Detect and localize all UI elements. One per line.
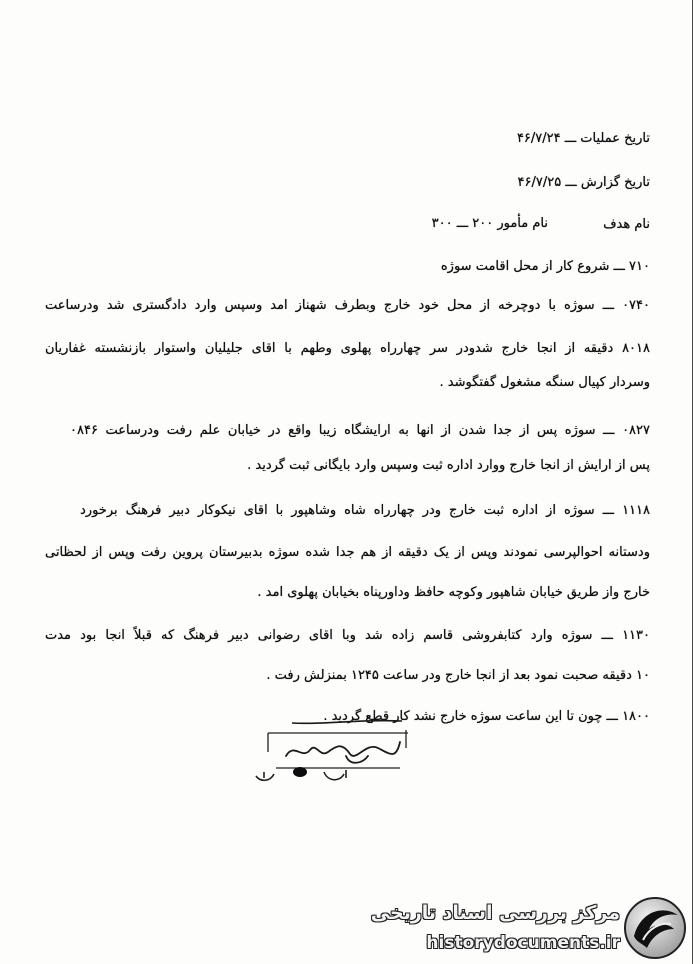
entry-1-line-1: ۷۱۰ ـــ شروع کار از محل اقامت سوژه — [440, 259, 650, 274]
entry-3-line-2: پس از ارایش از انجا خارج ووارد اداره ثبت وسپس وارد بایگانی ثبت گردید . — [247, 458, 650, 473]
signature-underline-stroke — [292, 721, 402, 724]
entry-4-line-2: ودستانه احوالپرسی نمودند وپس از یک دقیقه از هم جدا شده سوژه بدبیرستان پروین رفت وپس از لحظاتی — [45, 545, 650, 560]
entry-2-line-1: ۰۷۴۰ ـــ سوژه با دوچرخه از محل خود خارج وبطرف شهناز امد وسپس وارد دادگستری شد ودرساعت — [45, 298, 650, 313]
entry-6-line-1: ۱۸۰۰ ـــ چون تا این ساعت سوژه خارج نشد کار قطع گردید . — [323, 709, 650, 724]
document-archive-logo-icon — [621, 895, 689, 961]
entry-5-line-1: ۱۱۳۰ ـــ سوژه وارد کتابفروشی قاسم زاده شد وبا اقای رضوانی دبیر فرهنگ که قبلاً انجا بود مدت — [45, 628, 650, 643]
entry-4-line-3: خارج واز طریق خیابان شاهپور وکوچه حافظ وداورپناه بخیابان پهلوی امد . — [257, 585, 650, 600]
entry-5-line-2: ۱۰ دقیقه صحبت نمود بعد از انجا خارج ودر ساعت ۱۲۴۵ بمنزلش رفت . — [266, 668, 650, 683]
entry-4-line-1: ۱۱۱۸ ـــ سوژه از اداره ثبت خارج ودر چهارراه شاه وشاهپور با اقای نیکوکار دبیر فرهنگ برخورد — [80, 503, 650, 518]
watermark-website: historydocuments.ir — [426, 933, 620, 953]
typed-mark-left — [256, 772, 274, 780]
watermark-org-name: مرکز بررسی اسناد تاریخی — [370, 902, 620, 924]
signature-stamp — [250, 712, 420, 786]
report-date: تاریخ گزارش ـــ ۴۶/۷/۲۵ — [517, 175, 650, 190]
target-label: نام هدف — [603, 217, 650, 232]
typed-mark-right — [324, 770, 346, 780]
entry-3-line-1: ۰۸۲۷ ـــ سوژه پس از جدا شدن از انها به ارایشگاه زیبا واقع در خیابان علم رفت ودرساعت ۰۸۴۶ — [70, 423, 650, 438]
operation-date: تاریخ عملیات ـــ ۴۶/۷/۲۴ — [516, 131, 650, 146]
entry-2-line-2: ۸۰۱۸ دقیقه از انجا خارج شدودر سر چهارراه پهلوی وطهم با اقای جلیلیان واستوار بازنشسته غفاریان — [45, 341, 650, 356]
entry-2-line-3: وسردار کپیال سنگه مشغول گفتگوشد . — [439, 375, 650, 390]
handwritten-signature — [286, 742, 400, 763]
ink-blot — [293, 767, 307, 777]
scan-edge-line — [692, 0, 693, 964]
agent-name: نام مأمور ۲۰۰ ـــ ۳۰۰ — [431, 216, 548, 231]
